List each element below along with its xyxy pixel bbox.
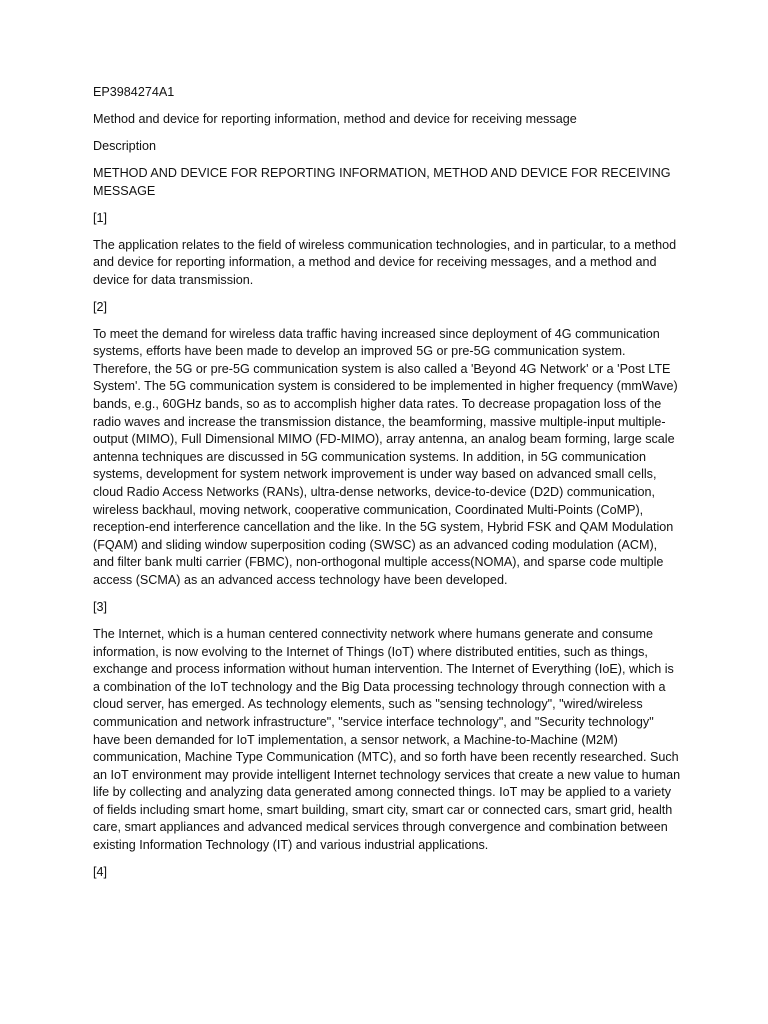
publication-number: EP3984274A1 xyxy=(93,85,175,99)
paragraph-marker: [1] xyxy=(93,210,108,225)
paragraph-marker: [3] xyxy=(93,599,108,614)
section-heading: Description xyxy=(93,138,156,153)
paragraph-marker: [2] xyxy=(93,299,108,314)
paragraph-text: The application relates to the field of wireless communication technologies, and in particular, to a method and device for reporting information, a method and device for receiving messages, and a method and device for data transmission. xyxy=(93,237,677,287)
paragraph-text: The Internet, which is a human centered connectivity network where humans generate and consume information, is now evolving to the Internet of Things (IoT) where distributed entities, such as things, exchange and process information without human intervention. The Internet of Everything (IoE), which is a combination of the IoT technology and the Big Data processing technology through connection with a cloud server, has emerged. As technology elements, such as "sensing technology", "wired/wireless communication and network infrastructure", "service interface technology", and "Security technology" have been demanded for IoT implementation, a sensor network, a Machine-to-Machine (M2M) communication, Machine Type Communication (MTC), and so forth have been recently researched. Such an IoT environment may provide intelligent Internet technology services that create a new value to human life by collecting and analyzing data generated among connected things. IoT may be applied to a variety of fields including smart home, smart building, smart city, smart car or connected cars, smart grid, health care, smart appliances and advanced medical services through convergence and combination between existing Information Technology (IT) and various industrial applications. xyxy=(93,626,681,853)
uppercase-title: METHOD AND DEVICE FOR REPORTING INFORMATION, METHOD AND DEVICE FOR RECEIVING MESSAGE xyxy=(93,165,671,198)
paragraph-marker: [4] xyxy=(93,865,108,880)
paragraph-text: To meet the demand for wireless data traffic having increased since deployment of 4G communication systems, efforts have been made to develop an improved 5G or pre-5G communication system. Therefore, the 5G or pre-5G communication system is also called a 'Beyond 4G Network' or a 'Post LTE System'. The 5G communication system is considered to be implemented in higher frequency (mmWave) bands, e.g., 60GHz bands, so as to accomplish higher data rates. To decrease propagation loss of the radio waves and increase the transmission distance, the beamforming, massive multiple-input multiple-output (MIMO), Full Dimensional MIMO (FD-MIMO), array antenna, an analog beam forming, large scale antenna techniques are discussed in 5G communication systems. In addition, in 5G communication systems, development for system network improvement is under way based on advanced small cells, cloud Radio Access Networks (RANs), ultra-dense networks, device-to-device (D2D) communication, wireless backhaul, moving network, cooperative communication, Coordinated Multi-Points (CoMP), reception-end interference cancellation and the like. In the 5G system, Hybrid FSK and QAM Modulation (FQAM) and sliding window superposition coding (SWSC) as an advanced coding modulation (ACM), and filter bank multi carrier (FBMC), non-orthogonal multiple access(NOMA), and sparse code multiple access (SCMA) as an advanced access technology have been developed. xyxy=(93,326,678,587)
document-title: Method and device for reporting information, method and device for receiving message xyxy=(93,111,577,126)
document-page xyxy=(93,84,681,891)
